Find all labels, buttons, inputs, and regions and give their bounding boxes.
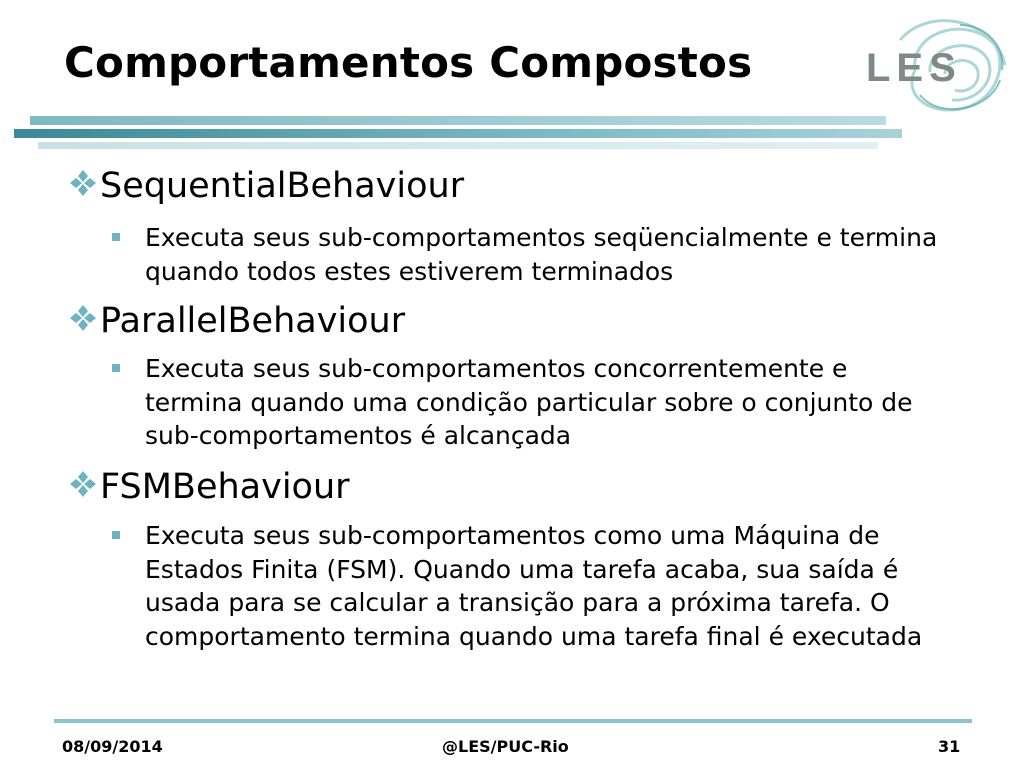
bullet-item <box>66 467 350 507</box>
bullet-item <box>66 166 464 206</box>
footer-source: @LES/PUC-Rio <box>442 737 569 756</box>
footer-divider <box>54 719 972 723</box>
sub-bullet-text: Executa seus sub-comportamentos seqüencialmente e termina quando todos estes estiverem terminados <box>145 223 938 286</box>
footer-page-number: 31 <box>938 737 961 756</box>
slide-title: Comportamentos Compostos <box>64 38 753 87</box>
logo-text: LES <box>866 46 962 90</box>
header-bar-bottom <box>38 142 878 149</box>
bullet-heading: FSMBehaviour <box>100 467 350 507</box>
square-bullet-icon <box>112 364 120 372</box>
diamond-four-bullet-icon <box>66 168 100 198</box>
header-bar-middle <box>14 129 902 138</box>
square-bullet-icon <box>112 531 120 539</box>
bullet-item <box>66 301 405 341</box>
bullet-heading: ParallelBehaviour <box>100 301 406 341</box>
square-bullet-icon <box>112 233 120 241</box>
header-bar-top <box>30 116 886 125</box>
diamond-four-bullet-icon <box>66 303 100 333</box>
sub-bullet-text: Executa seus sub-comportamentos como uma Máquina de Estados Finita (FSM). Quando uma tarefa acaba, sua saída é usada para se calcular a transição para a próxima tarefa. O comportamento termina quando uma tarefa final é executada <box>145 521 923 651</box>
bullet-heading: SequentialBehaviour <box>100 166 465 206</box>
footer-date: 08/09/2014 <box>62 737 163 756</box>
diamond-four-bullet-icon <box>66 469 100 499</box>
sub-bullet-text: Executa seus sub-comportamentos concorrentemente e termina quando uma condição particular sobre o conjunto de sub-comportamentos é alcançada <box>145 354 913 450</box>
